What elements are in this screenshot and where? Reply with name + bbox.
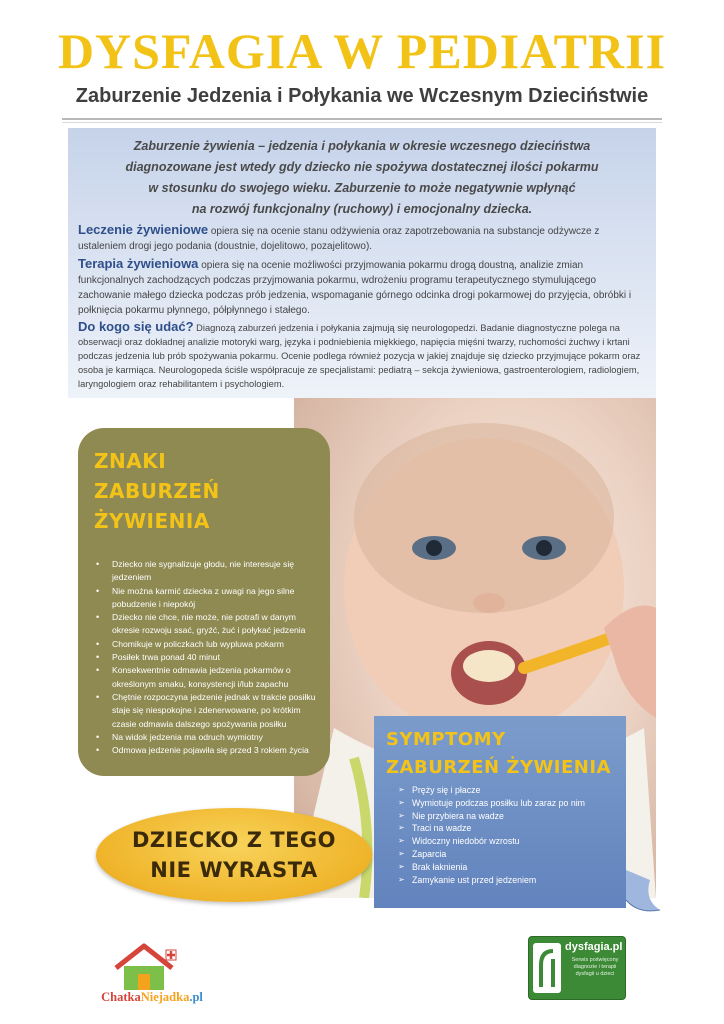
wordmark-part: .pl: [189, 990, 203, 1004]
list-item: ➢ Brak łaknienia: [398, 861, 616, 874]
symptoms-panel: [374, 716, 626, 908]
signs-title-line: ZNAKI: [94, 449, 167, 473]
list-item: ➢ Zaparcia: [398, 848, 616, 861]
dysfagia-logo[interactable]: [528, 936, 626, 1000]
paragraph-heading: Do kogo się udać?: [78, 319, 194, 334]
list-item: • Na widok jedzenia ma odruch wymiotny: [96, 731, 320, 744]
list-item: • Dziecko nie chce, nie może, nie potrafi w danym okresie rozwoju ssać, gryźć, żuć i połykać jedzenia: [96, 611, 320, 638]
chatka-niejadka-logo[interactable]: [82, 940, 222, 1008]
page-curl-decoration: [620, 870, 660, 914]
intro-lead-line: diagnozowane jest wtedy gdy dziecko nie spożywa dostatecznej ilości pokarmu: [125, 160, 599, 174]
title-divider-thin: [62, 122, 662, 123]
chatka-niejadka-wordmark: [82, 990, 222, 1005]
house-icon: [82, 940, 222, 992]
paragraph-heading: Leczenie żywieniowe: [78, 222, 209, 237]
intro-lead: [78, 136, 646, 220]
wordmark-part: Niejadka: [140, 990, 190, 1004]
paragraph-text: Diagnozą zaburzeń jedzenia i połykania zajmują się neurologopedzi. Badanie diagnostyczne polega na obserwacji oraz dokładnej analizie motoryki warg, języka i podniebienia miękkiego, napięcia mięśni twarzy, ruchomości żuchwy i krtani podczas jedzenia lub prób spożywania pokarmu. Ocenie podlega również pozycja w jakiej znajduje się dziecko przyjmujące pokarm oraz osoba je karmiąca. Neurologopeda ściśle współpracuje ze specjalistami: pediatrą – sekcja żywieniowa, gastroenterologiem, radiologiem, laryngologiem oraz rehabilitantem i psychologiem.: [78, 323, 641, 389]
list-item: • Nie można karmić dziecka z uwagi na jego silne pobudzenie i niepokój: [96, 585, 320, 612]
list-item: • Konsekwentnie odmawia jedzenia pokarmów o określonym smaku, konsystencji i/lub zapachu: [96, 664, 320, 691]
list-item: • Chomikuje w policzkach lub wypluwa pokarm: [96, 638, 320, 651]
paragraph-text: opiera się na ocenie stanu odżywienia oraz zapotrzebowania na substancje odżywcze z ustaleniem drogi jego podania (doustnie, dojelitowo, pozajelitowo).: [78, 226, 600, 252]
feeding-disorder-signs-panel: [78, 428, 330, 776]
intro-panel: [68, 128, 656, 398]
callout-line: DZIECKO Z TEGO: [131, 828, 337, 852]
list-item: • Odmowa jedzenie pojawiła się przed 3 rokiem życia: [96, 744, 320, 757]
dysfagia-logo-tagline: Serwis poświęcony diagnozie i terapii dysfagii u dzieci: [571, 957, 619, 977]
wordmark-part: Chatka: [101, 990, 141, 1004]
list-item: • Chętnie rozpoczyna jedzenie jednak w trakcie posiłku staje się niespokojne i zdenerwowane, po krótkim czasie odmawia dalszego spożywania posiłku: [96, 691, 320, 731]
feeding-therapy-paragraph: [78, 256, 646, 318]
signs-list: [88, 558, 320, 757]
callout-ellipse: [96, 808, 372, 902]
symptoms-title-line: ZABURZEŃ ŻYWIENIA: [386, 757, 611, 778]
paragraph-text: opiera się na ocenie możliwości przyjmowania pokarmu drogą doustną, analizie zmian funkcjonalnych zachodzących podczas przyjmowania pokarmu, wdrożeniu programu terapeutycznego stymulującego zachowanie małego dziecka podczas prób jedzenia, wspomaganie górnego odcinka drogi pokarmowej do przyjęcia, obróbki i połknięcia pokarmu płynnego, półpłynnego i stałego.: [78, 260, 632, 316]
intro-lead-line: Zaburzenie żywienia – jedzenia i połykania w okresie wczesnego dzieciństwa: [133, 139, 591, 153]
page-subtitle: Zaburzenie Jedzenia i Połykania we Wczesnym Dzieciństwie: [75, 85, 649, 107]
dysfagia-logo-icon: [533, 943, 561, 993]
signs-title-line: ZABURZEŃ ŻYWIENIA: [94, 479, 220, 533]
signs-title: [94, 446, 320, 536]
intro-lead-line: na rozwój funkcjonalny (ruchowy) i emocjonalny dziecka.: [191, 202, 533, 216]
nutrition-treatment-paragraph: [78, 222, 646, 254]
list-item: ➢ Widoczny niedobór wzrostu: [398, 835, 616, 848]
page-title: DYSFAGIA W PEDIATRII: [57, 23, 667, 79]
list-item: ➢ Pręży się i płacze: [398, 784, 616, 797]
symptoms-list: [386, 784, 616, 886]
list-item: • Posiłek trwa ponad 40 minut: [96, 651, 320, 664]
title-divider: [62, 118, 662, 120]
list-item: ➢ Nie przybiera na wadze: [398, 810, 616, 823]
paragraph-heading: Terapia żywieniowa: [78, 256, 199, 271]
list-item: ➢ Traci na wadze: [398, 822, 616, 835]
callout-line: NIE WYRASTA: [150, 858, 318, 882]
symptoms-title: [386, 726, 616, 782]
dysfagia-logo-name: dysfagia.pl: [565, 941, 623, 953]
who-to-see-paragraph: [78, 320, 646, 391]
intro-lead-line: w stosunku do swojego wieku. Zaburzenie to może negatywnie wpłynąć: [148, 181, 576, 195]
symptoms-title-line: SYMPTOMY: [386, 729, 506, 750]
list-item: ➢ Wymiotuje podczas posiłku lub zaraz po nim: [398, 797, 616, 810]
list-item: • Dziecko nie sygnalizuje głodu, nie interesuje się jedzeniem: [96, 558, 320, 585]
list-item: ➢ Zamykanie ust przed jedzeniem: [398, 874, 616, 887]
dysfagia-symbol-icon: [533, 943, 561, 993]
